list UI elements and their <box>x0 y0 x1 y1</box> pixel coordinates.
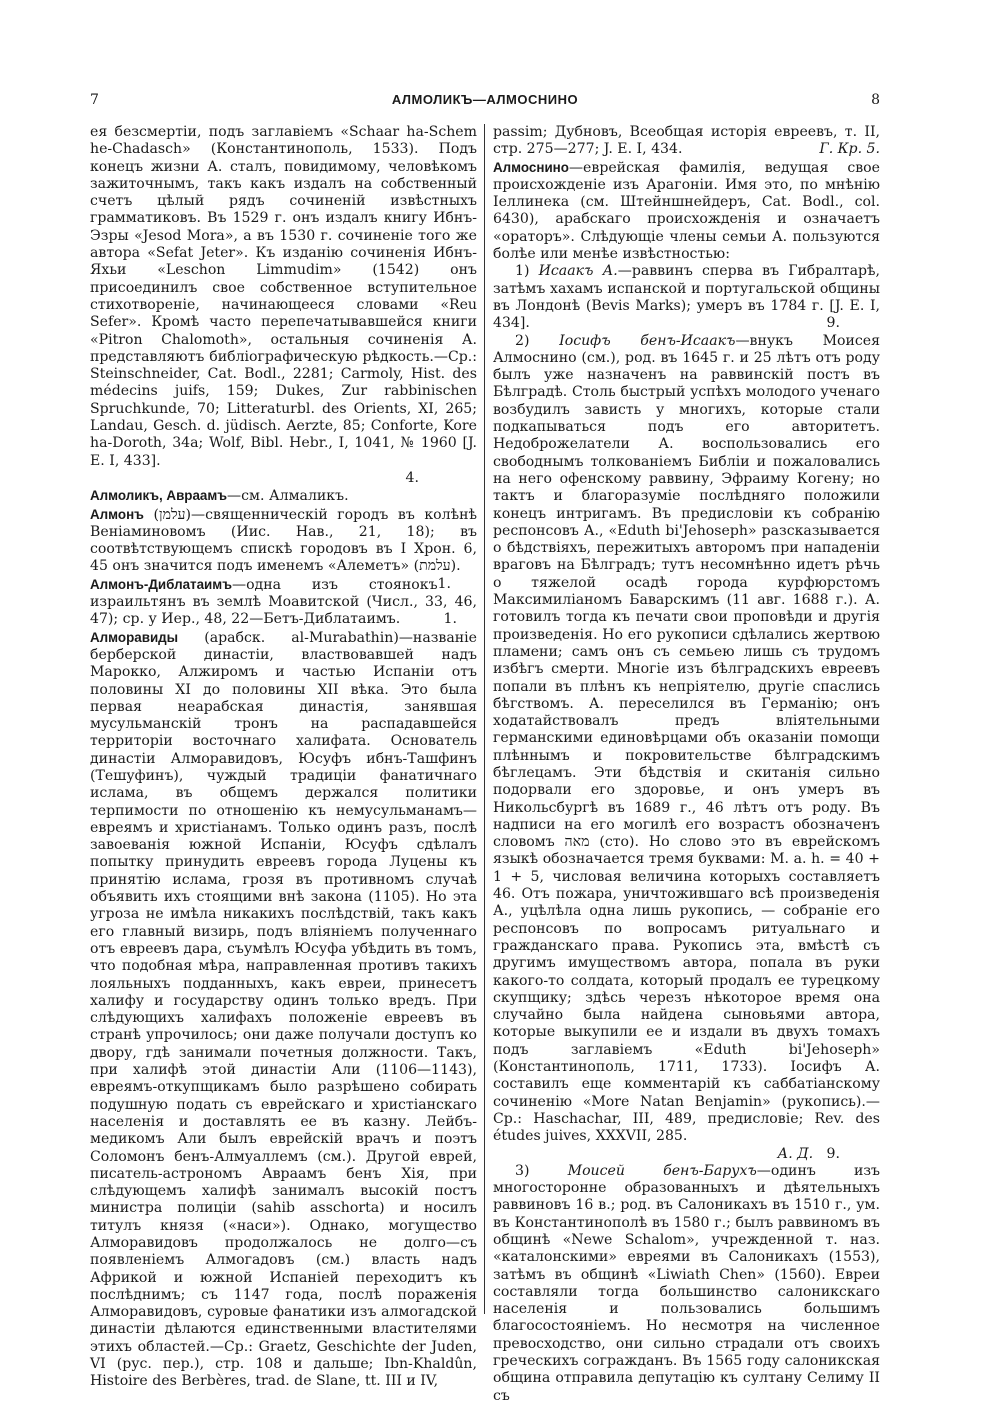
page-header <box>90 92 880 114</box>
entry-text: —см. Алмаликъ. <box>227 488 349 505</box>
page-number-right: 8 <box>871 92 880 108</box>
continued-entry <box>493 124 880 159</box>
subentry-number: 3) <box>515 1162 530 1179</box>
subentry-name: Іосифъ бенъ-Исаакъ <box>559 332 736 349</box>
entry-almosnino <box>493 159 880 264</box>
subentry-name: Исаакъ А. <box>538 263 618 280</box>
entry-almolik <box>90 487 477 505</box>
subentry-moses <box>493 1163 880 1405</box>
author-signature: А. Д. 9. <box>777 1145 840 1162</box>
signature-line <box>493 1146 880 1163</box>
entry-headword: Алморавиды <box>90 629 179 645</box>
entry-headword: Алмонъ-Диблатаимъ <box>90 576 232 592</box>
subentry-isaac <box>493 263 880 332</box>
subentry-name: Моисей бенъ-Барухъ <box>567 1162 757 1179</box>
author-signature: Г. Кр. 5. <box>819 141 880 158</box>
subentry-number: 1) <box>515 263 530 280</box>
entry-headword: Алмонъ <box>90 506 144 522</box>
subentry-number: 2) <box>515 332 530 349</box>
entry-headword: Алмоснино <box>493 159 569 175</box>
left-column <box>90 124 477 1390</box>
entry-text: (арабск. al-Murabathin)—названіе берберской династіи, властвовавшей надъ Марокко, Алжиромъ и частью Испаніи отъ половины XI до половины XII вѣка. Это была первая неарабская династія, занявшая мусульманскій тронъ на распадавшейся территоріи восточнаго халифата. Основатель династіи Алморавидовъ, Юсуфъ ибнъ-Ташфинъ (Тешуфинъ), чуждый традиціи фанатичнаго ислама, въ общемъ держался политики терпимости по отношенію къ немусульманамъ—евреямъ и христіанамъ. Только одинъ разъ, послѣ завоеванія южной Испаніи, Юсуфъ сдѣлалъ попытку принудить евреевъ города Луцены къ принятію ислама, грозя въ противномъ случаѣ объявить ихъ стоящими внѣ закона (1105). Но эта угроза не имѣла никакихъ послѣдствій, такъ какъ его главный визирь, подъ вліяніемъ полученнаго отъ евреевъ дара, съумѣлъ Юсуфа убѣдить въ томъ, что подобная мѣра, направленная противъ такихъ лояльныхъ подданныхъ, какъ евреи, принесетъ халифу и государству одинъ только вредъ. При слѣдующихъ халифахъ положеніе евреевъ въ странѣ упрочилось; они даже получали доступъ ко двору, гдѣ занимали почетныя должности. Такъ, при халифѣ этой династіи Али (1106—1143), евреямъ-откупщикамъ было разрѣшено собирать подушную подать съ еврейскаго и христіанскаго населенія и доставлять ее въ казну. Лейбъ-медикомъ Али былъ еврейскій врачъ и поэтъ Соломонъ бенъ-Алмуаллемъ (см.). Другой еврей, писатель-астрономъ Авраамъ бенъ Хія, при слѣдующемъ халифѣ занималъ высокій постъ министра полиціи (sahib asschorta) и носилъ титулъ князя («наси»). Однако, могущество Алморавидовъ продолжалось не долго—съ появленіемъ Алмогадовъ (см.) власть надъ Африкой и южной Испаніей переходитъ къ послѣднимъ; съ 1147 года, послѣ пораженія Алморавидовъ, суровые фанатики изъ алмогадской династіи дѣлаются единственными властителями этихъ областей.—Ср.: Graetz, Geschichte der Juden, VI (рус. пер.), стр. 108 и дальше; Ibn-Khaldûn, Histoire des Berbères, trad. de Slane, tt. III и IV, <box>90 629 477 1390</box>
entry-text: —одна изъ стоянокъ израильтянъ въ землѣ Моавитской (Числ., 33, 46, 47); ср. у Иер., 48, 22—Бетъ-Диблатаимъ. <box>90 576 477 628</box>
entry-text: (עלמן)—священническій городъ въ колѣнѣ Веніаминовомъ (Иис. Нав., 21, 18); въ соотвѣтствующемъ спискѣ городовъ въ I Хрон. 6, 45 онъ значится подъ именемъ «Алеметъ» (עלמת). <box>90 506 477 575</box>
entry-text: —еврейская фамилія, ведущая свое происхожденіе изъ Арагоніи. Имя это, по мнѣнію Іеллинека (см. Штейншнейдеръ, Cat. Bodl., col. 6430), арабскаго происхожденія и означаетъ «ораторъ». Слѣдующіе члены семьи А. пользуются болѣе или менѣе извѣстностью: <box>493 159 880 263</box>
page-number-left: 7 <box>90 92 99 108</box>
subentry-text: —раввинъ сперва въ Гибралтарѣ, затѣмъ хахамъ испанской и португальской общины въ Лондонѣ (Bevis Marks); умеръ въ 1784 г. [J. E. I, 434]. <box>493 263 880 332</box>
entry-headword: Алмоликъ, Авраамъ <box>90 488 228 504</box>
continued-entry <box>90 124 477 470</box>
subentry-text: —внукъ Моисея Алмоснино (см.), род. въ 1645 г. и 25 лѣтъ отъ роду былъ уже назначенъ на раввинскій постъ въ Бѣлградѣ. Столь быстрый успѣхъ молодого ученаго возбудилъ зависть у многихъ, которые стали подкапываться подъ его авторитетъ. Недоброжелатели А. воспользовались его свободнымъ толкованіемъ Библіи и пожаловались на него офенскому раввину, Эфраиму Когену; но тактъ и благоразуміе послѣдняго положили конецъ интригамъ. Въ предисловіи къ собранію респонсовъ А., «Eduth bi'Jehoseph» разсказывается о бѣдствіяхъ, пережитыхъ авторомъ при нападеніи враговъ на Бѣлградъ; тутъ несомнѣнно идетъ рѣчь о тяжелой осадѣ города курфюрстомъ Максимиліаномъ Баварскимъ (11 авг. 1688 г.). А. готовилъ тогда къ печати свои проповѣди и другія произведенія. Но его рукописи сдѣлались жертвою пламени; самъ онъ съ семьею лишь съ трудомъ избѣгъ смерти. Многіе изъ бѣлградскихъ евреевъ попали въ плѣнъ къ непріятелю, другіе спаслись бѣгствомъ. А. переселился въ Германію; онъ ходатайствовалъ предъ вліятельными германскими единовѣрцами объ оказаніи помощи плѣннымъ и покровительстве бѣлградскимъ бѣглецамъ. Эти бѣдствія и скитанія сильно подорвали его здоровье, и онъ умеръ въ Никольсбургѣ въ 1689 г., 46 лѣтъ отъ роду. Въ надписи на его могилѣ его возрастъ обозначенъ словомъ מאה (сто). Но слово это въ еврейскомъ языкѣ обозначается тремя буквами: M. a. h. = 40 + 1 + 5, числовая величина которыхъ составляетъ 46. Отъ пожара, уничтожившаго всѣ произведенія А., уцѣлѣла одна лишь рукопись, — собраніе его респонсовъ по вопросамъ ритуальнаго и гражданскаго права. Рукопись эта, вмѣстѣ съ другимъ имуществомъ автора, попала въ руки какого-то солдата, который продалъ ее турецкому скупщику; здѣсь черезъ нѣкоторое время она случайно была найдена сыновьями автора, которые выкупили ее и издали въ двухъ томахъ подъ заглавіемъ «Eduth bi'Jehoseph» (Константинополь, 1711, 1733). Іосифъ А. составилъ еще комментарій къ саббатіанскому сочиненію «More Natan Benjamin» (рукопись).—Ср.: Haschachar, III, 489, предисловіе; Rev. des études juives, XXXVII, 285. <box>493 332 881 1145</box>
subentry-text: —одинъ изъ многосторонне образованныхъ и дѣятельныхъ раввиновъ 16 в.; род. въ Салоникахъ въ 1510 г., ум. въ Константинополѣ въ 1580 г.; былъ раввиномъ въ общинѣ «Newe Schalom», учрежденной т. наз. «каталонскими» евреями въ Салоникахъ (1553), затѣмъ въ общинѣ «Liwiath Chen» (1560). Евреи составляли тогда большинство салоникскаго населенія и пользовались большимъ благосостояніемъ. Но несмотря на численное превосходство, они сильно страдали отъ своихъ греческихъ согражданъ. Въ 1565 году салоникская община отправила депутацію къ султану Селиму II съ <box>493 1162 881 1404</box>
signature-line <box>90 470 477 487</box>
entry-almoravids <box>90 629 477 1391</box>
continued-text: ея безсмертіи, подъ заглавіемъ «Schaar ha-Schem he-Chadasch» (Константинополь, 1533). Подъ конецъ жизни А. сталъ, повидимому, человѣкомъ зажиточнымъ, такъ какъ издалъ на собственный счетъ цѣлый рядъ сочиненій извѣстныхъ грамматиковъ. Въ 1529 г. онъ издалъ книгу Ибнъ-Эзры «Jesod Mora», а въ 1530 г. сочиненіе того же автора «Sefat Jeter». Къ изданію сочиненія Ибнъ-Яхьи «Leschon Limmudim» (1542) онъ присоединилъ свое собственное вступительное стихотвореніе, начинающееся словами «Reu Sefer». Кромѣ часто перепечатывавшейся книги «Pitron Chalomoth», остальныя сочиненія А. представляютъ библіографическую рѣдкость.—Ср.: Steinschneider, Cat. Bodl., 2281; Carmoly, Hist. des médecins juifs, 159; Dukes, Zur rabbinischen Spruchkunde, 70; Litteraturbl. des Orients, XI, 265; Landau, Gesch. d. jüdisch. Aerzte, 85; Conforte, Kore ha-Doroth, 34a; Wolf, Bibl. Hebr., I, 1041, № 1960 [J. E. I, 433]. <box>90 124 477 469</box>
right-column <box>493 124 881 1404</box>
column-divider <box>484 124 485 1314</box>
author-signature: 1. <box>443 611 457 628</box>
subentry-joseph <box>493 333 880 1146</box>
continued-text: passim; Дубновъ, Всеобщая исторія евреевъ, т. II, стр. 275—277; J. E. I, 434. <box>493 124 880 158</box>
entry-almon-diblataim <box>90 576 477 629</box>
author-signature: 4. <box>405 469 419 486</box>
author-signature: 1. <box>437 575 451 592</box>
running-title: АЛМОЛИКЪ—АЛМОСНИНО <box>391 92 579 107</box>
author-signature: 9. <box>826 315 840 332</box>
